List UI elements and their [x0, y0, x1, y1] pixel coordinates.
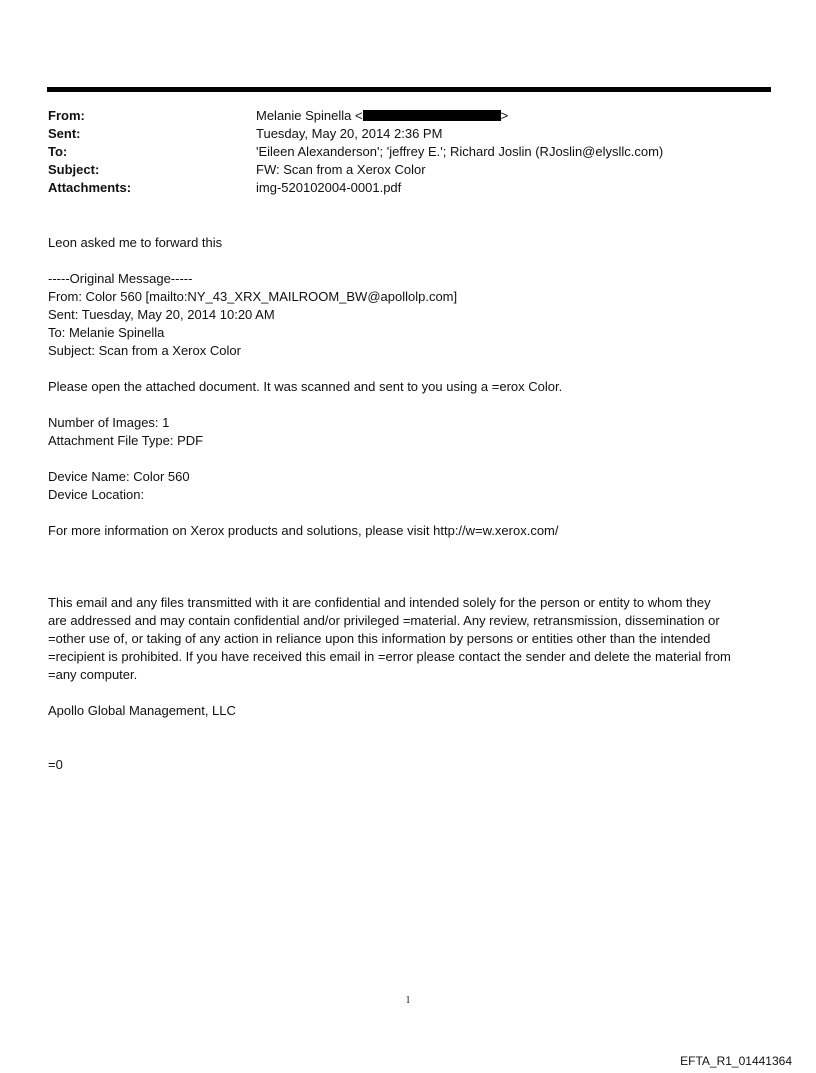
- disclaimer-line: =any computer.: [48, 667, 138, 682]
- bates-number: EFTA_R1_01441364: [680, 1054, 792, 1068]
- attachments-value: img-520102004-0001.pdf: [256, 180, 402, 195]
- sent-row: [48, 125, 768, 143]
- to-label: To:: [48, 144, 68, 159]
- from-value: [256, 107, 768, 125]
- original-to: To: Melanie Spinella: [48, 325, 165, 340]
- disclaimer-line: =recipient is prohibited. If you have received this email in =error please contact the sender and delete the material from: [48, 649, 731, 664]
- disclaimer-line: This email and any files transmitted with it are confidential and intended solely for the person or entity to whom they: [48, 595, 711, 610]
- to-row: [48, 143, 768, 161]
- subject-label: Subject:: [48, 162, 100, 177]
- page-number: 1: [405, 995, 411, 1006]
- sent-value: Tuesday, May 20, 2014 2:36 PM: [256, 126, 443, 141]
- original-message-divider: -----Original Message-----: [48, 271, 193, 286]
- attachments-row: [48, 179, 768, 197]
- attachment-file-type: Attachment File Type: PDF: [48, 433, 204, 448]
- please-open-line: Please open the attached document. It was scanned and sent to you using a =erox Color.: [48, 379, 563, 394]
- company-name: Apollo Global Management, LLC: [48, 703, 236, 718]
- number-of-images: Number of Images: 1: [48, 415, 170, 430]
- subject-value: FW: Scan from a Xerox Color: [256, 162, 426, 177]
- disclaimer-line: =other use of, or taking of any action in reliance upon this information by persons or entities other than the intended: [48, 631, 711, 646]
- subject-row: [48, 161, 768, 179]
- original-sent: Sent: Tuesday, May 20, 2014 10:20 AM: [48, 307, 275, 322]
- header-rule: [47, 87, 771, 92]
- email-body: [48, 234, 772, 774]
- from-label: From:: [48, 108, 85, 123]
- redaction-box: [363, 110, 501, 121]
- from-row: [48, 107, 768, 125]
- more-info-line: For more information on Xerox products and solutions, please visit http://w=w.xerox.com/: [48, 523, 559, 538]
- intro-line: Leon asked me to forward this: [48, 235, 223, 250]
- from-close: >: [500, 108, 509, 123]
- original-from: From: Color 560 [mailto:NY_43_XRX_MAILROOM_BW@apollolp.com]: [48, 289, 458, 304]
- device-name: Device Name: Color 560: [48, 469, 190, 484]
- attachments-label: Attachments:: [48, 180, 132, 195]
- email-header: [48, 107, 768, 197]
- device-location: Device Location:: [48, 487, 145, 502]
- trailer-text: =0: [48, 757, 63, 772]
- from-name: Melanie Spinella <: [256, 108, 363, 123]
- original-subject: Subject: Scan from a Xerox Color: [48, 343, 241, 358]
- to-value: 'Eileen Alexanderson'; 'jeffrey E.'; Richard Joslin (RJoslin@elysllc.com): [256, 144, 664, 159]
- disclaimer-line: are addressed and may contain confidential and/or privileged =material. Any review, retransmission, dissemination or: [48, 613, 720, 628]
- sent-label: Sent:: [48, 126, 81, 141]
